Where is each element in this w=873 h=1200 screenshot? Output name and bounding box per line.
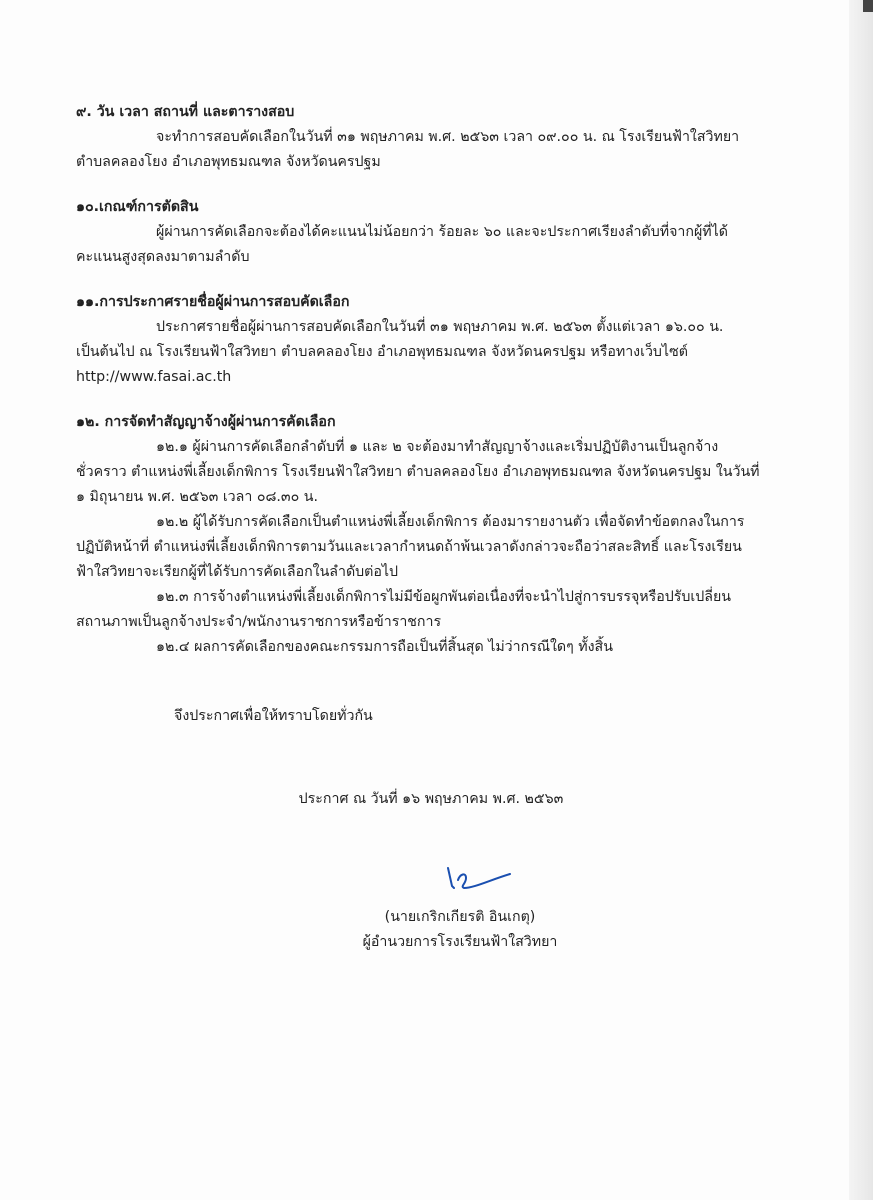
closing-statement: จึงประกาศเพื่อให้ทราบโดยทั่วกัน bbox=[174, 708, 373, 724]
clause-12-2: ๑๒.๒ ผู้ได้รับการคัดเลือกเป็นตำแหน่งพี่เลี้ยงเด็กพิการ ต้องมารายงานตัว เพื่อจัดทำข้อตกลงในการ bbox=[156, 514, 745, 530]
paragraph-line: คะแนนสูงสุดลงมาตามลำดับ bbox=[76, 249, 250, 265]
clause-12-3: ๑๒.๓ การจ้างตำแหน่งพี่เลี้ยงเด็กพิการไม่มีข้อผูกพันต่อเนื่องที่จะนำไปสู่การบรรจุหรือปรับเปลี่ยน bbox=[156, 589, 731, 605]
paragraph-line: ชั่วคราว ตำแหน่งพี่เลี้ยงเด็กพิการ โรงเรียนฟ้าใสวิทยา ตำบลคลองโยง อำเภอพุทธมณฑล จังหวัดนครปฐม ในวันที่ bbox=[76, 464, 760, 480]
section-12 bbox=[76, 410, 760, 660]
paragraph-line: ๑ มิถุนายน พ.ศ. ๒๕๖๓ เวลา ๐๘.๓๐ น. bbox=[76, 489, 319, 505]
paragraph-line: ตำบลคลองโยง อำเภอพุทธมณฑล จังหวัดนครปฐม bbox=[76, 154, 381, 170]
signer-name: (นายเกริกเกียรติ อินเกตุ) bbox=[384, 909, 536, 925]
paragraph-line: สถานภาพเป็นลูกจ้างประจำ/พนักงานราชการหรือข้าราชการ bbox=[76, 614, 442, 630]
scan-mark bbox=[863, 0, 873, 12]
section-heading: ๑๒. การจัดทำสัญญาจ้างผู้ผ่านการคัดเลือก bbox=[76, 414, 336, 430]
clause-12-4: ๑๒.๔ ผลการคัดเลือกของคณะกรรมการถือเป็นที่สิ้นสุด ไม่ว่ากรณีใดๆ ทั้งสิ้น bbox=[156, 639, 613, 655]
section-heading: ๙. วัน เวลา สถานที่ และตารางสอบ bbox=[76, 104, 295, 120]
website-url: http://www.fasai.ac.th bbox=[76, 369, 232, 385]
paragraph-line: ปฏิบัติหน้าที่ ตำแหน่งพี่เลี้ยงเด็กพิการตามวันและเวลากำหนดถ้าพ้นเวลาดังกล่าวจะถือว่าสละสิทธิ์ และโรงเรียน bbox=[76, 539, 742, 555]
clause-12-1: ๑๒.๑ ผู้ผ่านการคัดเลือกลำดับที่ ๑ และ ๒ จะต้องมาทำสัญญาจ้างและเริ่มปฏิบัติงานเป็นลูกจ้าง bbox=[156, 439, 719, 455]
paragraph-line: ฟ้าใสวิทยาจะเรียกผู้ที่ได้รับการคัดเลือกในลำดับต่อไป bbox=[76, 564, 399, 580]
paragraph-line: ประกาศรายชื่อผู้ผ่านการสอบคัดเลือกในวันที่ ๓๑ พฤษภาคม พ.ศ. ๒๕๖๓ ตั้งแต่เวลา ๑๖.๐๐ น. bbox=[156, 319, 724, 335]
announcement-date: ประกาศ ณ วันที่ ๑๖ พฤษภาคม พ.ศ. ๒๕๖๓ bbox=[298, 791, 564, 807]
document-body bbox=[76, 100, 760, 812]
section-10 bbox=[76, 195, 756, 270]
page-edge bbox=[849, 0, 873, 1200]
section-9 bbox=[76, 100, 756, 175]
paragraph-line: จะทำการสอบคัดเลือกในวันที่ ๓๑ พฤษภาคม พ.ศ. ๒๕๖๓ เวลา ๐๙.๐๐ น. ณ โรงเรียนฟ้าใสวิทยา bbox=[156, 129, 740, 145]
signature-mark bbox=[440, 860, 530, 894]
paragraph-line: ผู้ผ่านการคัดเลือกจะต้องได้คะแนนไม่น้อยกว่า ร้อยละ ๖๐ และจะประกาศเรียงลำดับที่จากผู้ที่ได้ bbox=[156, 224, 728, 240]
section-11 bbox=[76, 290, 756, 390]
signer-title: ผู้อำนวยการโรงเรียนฟ้าใสวิทยา bbox=[362, 934, 558, 950]
paragraph-line: เป็นต้นไป ณ โรงเรียนฟ้าใสวิทยา ตำบลคลองโยง อำเภอพุทธมณฑล จังหวัดนครปฐม หรือทางเว็บไซต์ bbox=[76, 344, 688, 360]
signer-block bbox=[300, 905, 620, 955]
section-heading: ๑๐.เกณฑ์การตัดสิน bbox=[76, 199, 199, 215]
section-heading: ๑๑.การประกาศรายชื่อผู้ผ่านการสอบคัดเลือก bbox=[76, 294, 350, 310]
